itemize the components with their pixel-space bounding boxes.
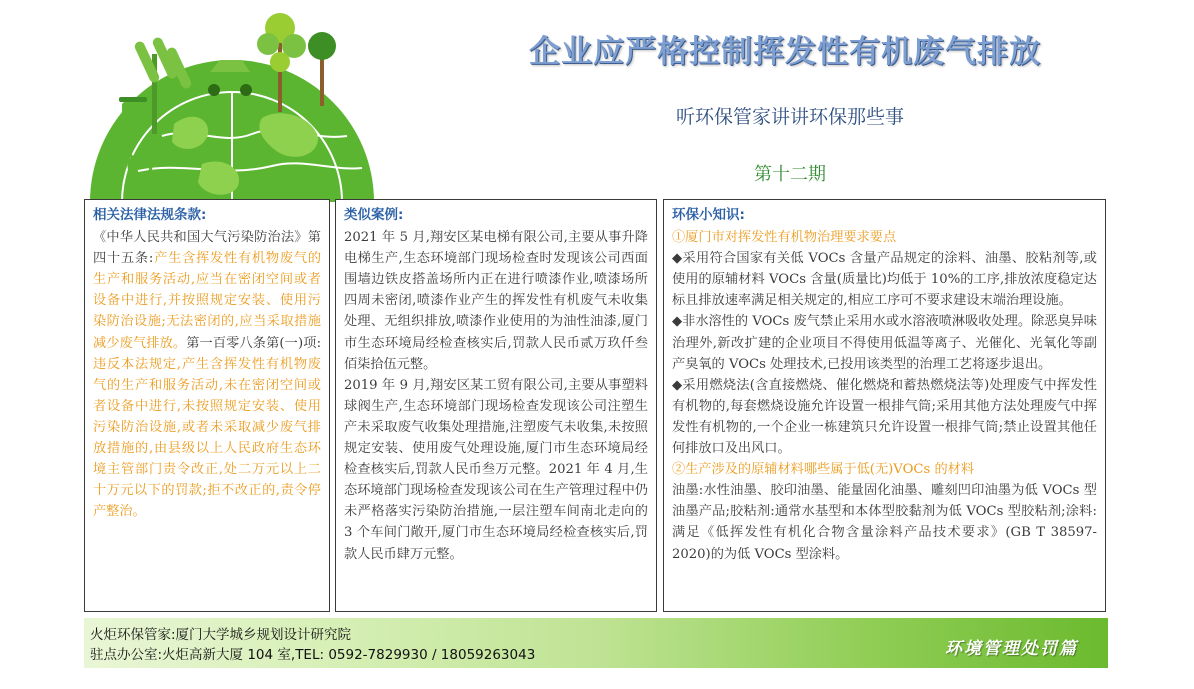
page-title: 企业应严格控制挥发性有机废气排放 [529, 34, 1041, 70]
knowledge-item-4: 油墨:水性油墨、胶印油墨、能量固化油墨、雕刻凹印油墨为低 VOCs 型油墨产品;胶粘剂:通常水基型和本体型胶黏剂为低 VOCs 型胶粘剂;涂料:满足《低挥发性有机化合物含量涂料产品技术要求》(GB T 38597-2020)的为低 VOCs 型涂料。 [672, 483, 1097, 562]
knowledge-item-3: ◆采用燃烧法(含直接燃烧、催化燃烧和蓄热燃烧法等)处理废气中挥发性有机物的,每套燃烧设施允许设置一根排气筒;采用其他方法处理废气中挥发性有机物的,一个企业一栋建筑只允许设置一根排气筒;禁止设置其他任何排放口及出风口。 [672, 377, 1097, 457]
green-earth-logo [82, 6, 382, 202]
knowledge-item-2: ◆非水溶性的 VOCs 废气禁止采用水或水溶液喷淋吸收处理。除恶臭异味治理外,新改扩建的企业项目不得使用低温等离子、光催化、光氧化等副产臭氧的 VOCs 处理技术,已投用该类型的治理工艺将逐步退出。 [672, 314, 1097, 372]
footer-brand: 环境管理处罚篇 [945, 639, 1078, 659]
knowledge-subheading-1: ①厦门市对挥发性有机物治理要求要点 [672, 230, 897, 246]
issue-number: 第十二期 [754, 164, 826, 185]
cases-heading: 类似案例: [344, 207, 404, 223]
laws-text [93, 227, 321, 522]
case-1: 2021 年 5 月,翔安区某电梯有限公司,主要从事升降电梯生产,生态环境部门现场检查时发现该公司西面围墙边铁皮搭盖场所内正在进行喷漆作业,喷漆场所四周未密闭,喷漆作业产生的挥发性有机废气未收集处理、无组织排放,喷漆作业使用的为油性油漆,厦门市生态环境局经检查核实后,罚款人民币贰万玖仟叁佰柒拾伍元整。 [344, 230, 648, 372]
knowledge-box [663, 199, 1106, 612]
law-penalty-citation: 第一百零八条第(一)项: [186, 335, 322, 351]
recycle-bin-icon [119, 97, 147, 128]
law-penalty-clause: 违反本法规定,产生含挥发性有机物废气的生产和服务活动,未在密闭空间或者设备中进行,未按照规定安装、使用污染防治设施,或者未采取减少废气排放措施的,由县级以上人民政府生态环境主管部门责令改正,处二万元以上二十万元以下的罚款;拒不改正的,责令停产整治。 [93, 356, 321, 520]
footer-contact: 驻点办公室:火炬高新大厦 104 室,TEL: 0592-7829930 / 18059263043 [90, 647, 536, 663]
footer-banner [84, 618, 1108, 668]
law-clause: 产生含挥发性有机物废气的生产和服务活动,应当在密闭空间或者设备中进行,并按照规定安装、使用污染防治设施;无法密闭的,应当采取措施减少废气排放。 [93, 251, 322, 351]
knowledge-heading: 环保小知识: [672, 207, 745, 223]
law-citation: 《中华人民共和国大气污染防治法》第四十五条: [93, 230, 321, 267]
knowledge-subheading-2: ②生产涉及的原辅材料哪些属于低(无)VOCs 的材料 [672, 462, 975, 478]
laws-box [84, 199, 330, 612]
case-2: 2019 年 9 月,翔安区某工贸有限公司,主要从事塑料球阀生产,生态环境部门现场检查发现该公司注塑生产未采取废气收集处理措施,注塑废气未收集,未按照规定安装、使用废气处理设施,厦门市生态环境局经检查核实后,罚款人民币叁万元整。2021 年 4 月,生态环境部门现场检查发现该公司在生产管理过程中仍未严格落实污染防治措施,一层注塑车间南北走向的 3 个车间门敞开,厦门市生态环境局经检查核实后,罚款人民币肆万元整。 [344, 377, 648, 562]
laws-heading: 相关法律法规条款: [93, 207, 207, 223]
cases-box [335, 199, 657, 612]
footer-org: 火炬环保管家:厦门大学城乡规划设计研究院 [90, 627, 352, 643]
knowledge-item-1: ◆采用符合国家有关低 VOCs 含量产品规定的涂料、油墨、胶粘剂等,或使用的原辅材料 VOCs 含量(质量比)均低于 10%的工序,排放浓度稳定达标且排放速率满足相关规定的,相应工序可不要求建设末端治理设施。 [672, 251, 1097, 309]
page-subtitle: 听环保管家讲讲环保那些事 [675, 106, 904, 128]
